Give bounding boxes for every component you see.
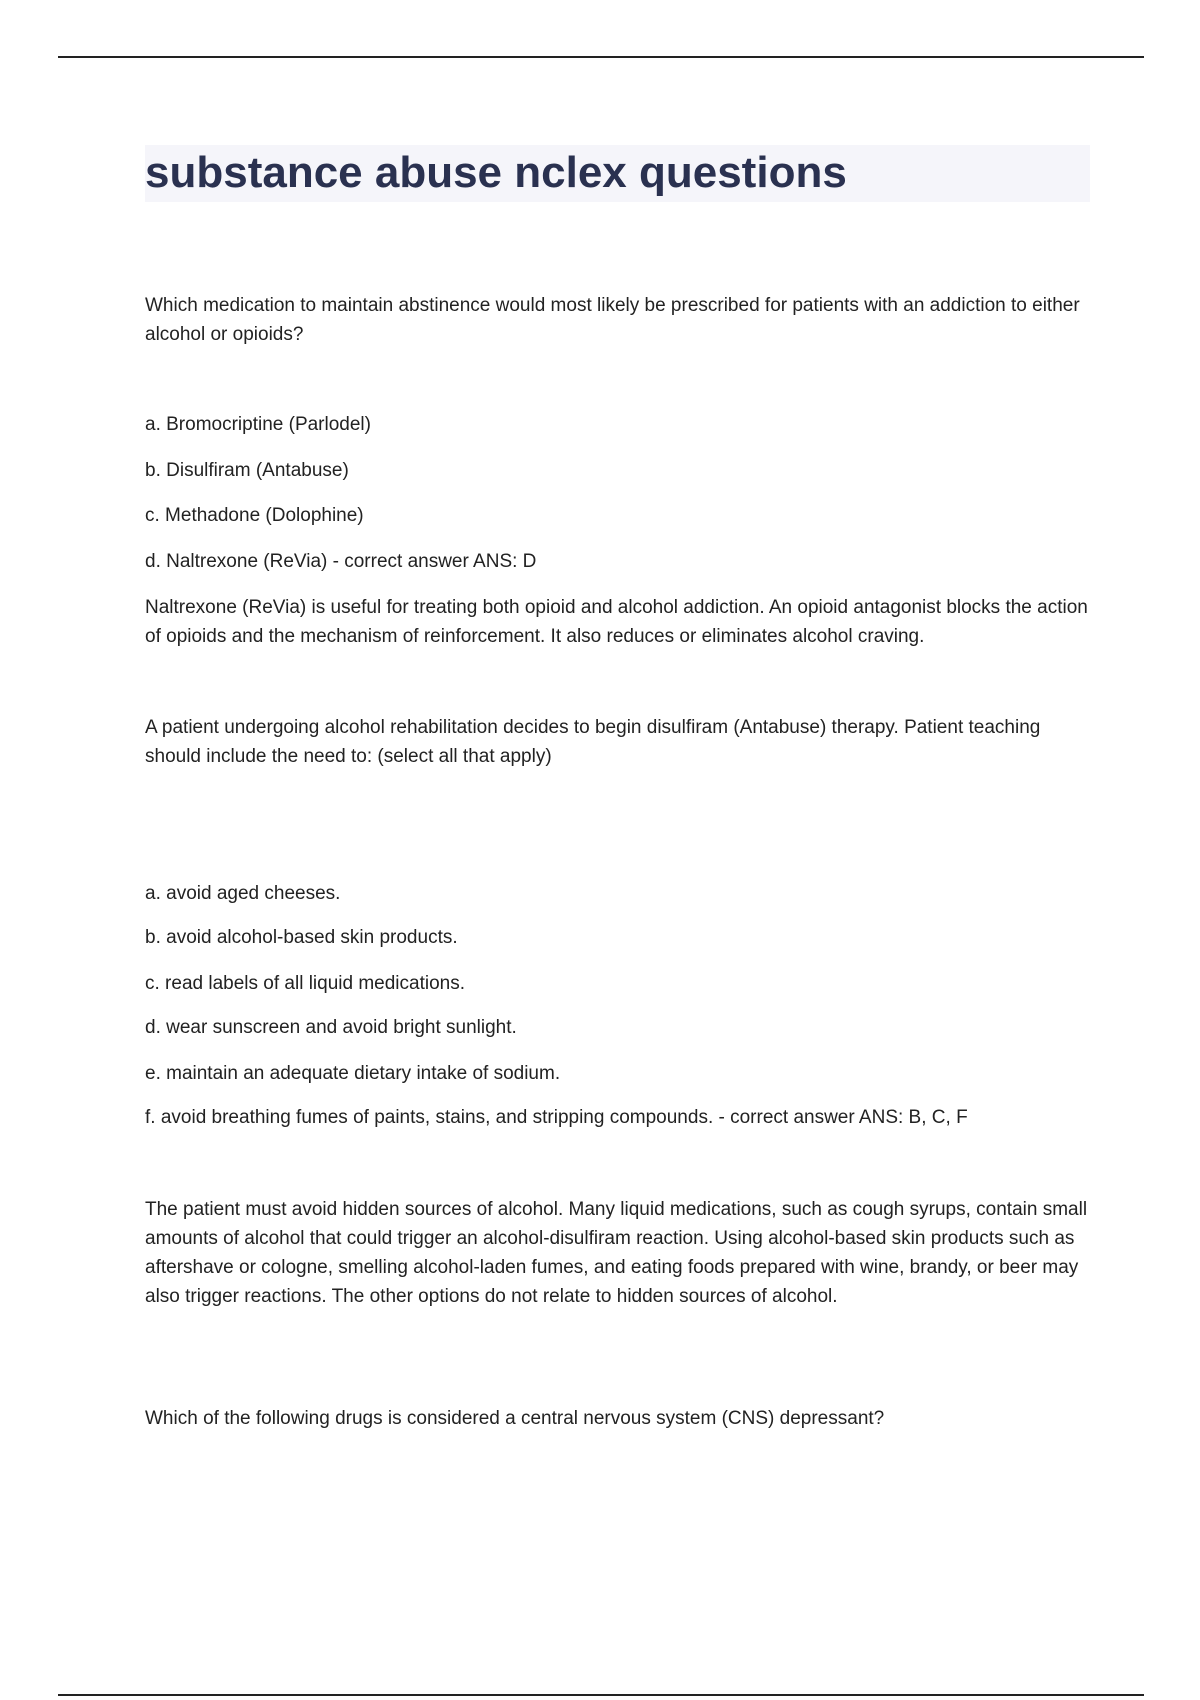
question-1-rationale: Naltrexone (ReVia) is useful for treating both opioid and alcohol addiction. An opioid antagonist blocks the action of opioids and the mechanism of reinforcement. It also reduces or eliminates alcohol craving.: [145, 597, 1088, 647]
question-1-option-c: c. Methadone (Dolophine): [145, 505, 364, 526]
question-1-text: Which medication to maintain abstinence would most likely be prescribed for patients with an addiction to either alcohol or opioids?: [145, 295, 1080, 345]
page-title: substance abuse nclex questions: [145, 148, 847, 197]
question-2-option-b: b. avoid alcohol-based skin products.: [145, 927, 458, 948]
question-2-rationale: The patient must avoid hidden sources of alcohol. Many liquid medications, such as cough syrups, contain small amounts of alcohol that could trigger an alcohol-disulfiram reaction. Using alcohol-based skin products such as aftershave or cologne, smelling alcohol-laden fumes, and eating foods prepared with wine, brandy, or beer may also trigger reactions. The other options do not relate to hidden sources of alcohol.: [145, 1199, 1088, 1307]
question-1-option-d: d. Naltrexone (ReVia) - correct answer ANS: D: [145, 551, 537, 572]
question-2-option-f: f. avoid breathing fumes of paints, stains, and stripping compounds. - correct answer ANS: B, C, F: [145, 1107, 968, 1128]
question-2-option-d: d. wear sunscreen and avoid bright sunlight.: [145, 1017, 517, 1038]
question-2-option-c: c. read labels of all liquid medications.: [145, 973, 466, 994]
question-2-option-e: e. maintain an adequate dietary intake of sodium.: [145, 1063, 561, 1084]
bottom-rule: [58, 1694, 1144, 1696]
question-1-option-b: b. Disulfiram (Antabuse): [145, 460, 349, 481]
top-rule: [58, 56, 1144, 58]
question-1-option-a: a. Bromocriptine (Parlodel): [145, 414, 371, 435]
question-3-text: Which of the following drugs is considered a central nervous system (CNS) depressant?: [145, 1408, 885, 1429]
question-2-option-a: a. avoid aged cheeses.: [145, 883, 341, 904]
question-2-text: A patient undergoing alcohol rehabilitation decides to begin disulfiram (Antabuse) therapy. Patient teaching should include the need to: (select all that apply): [145, 717, 1041, 767]
